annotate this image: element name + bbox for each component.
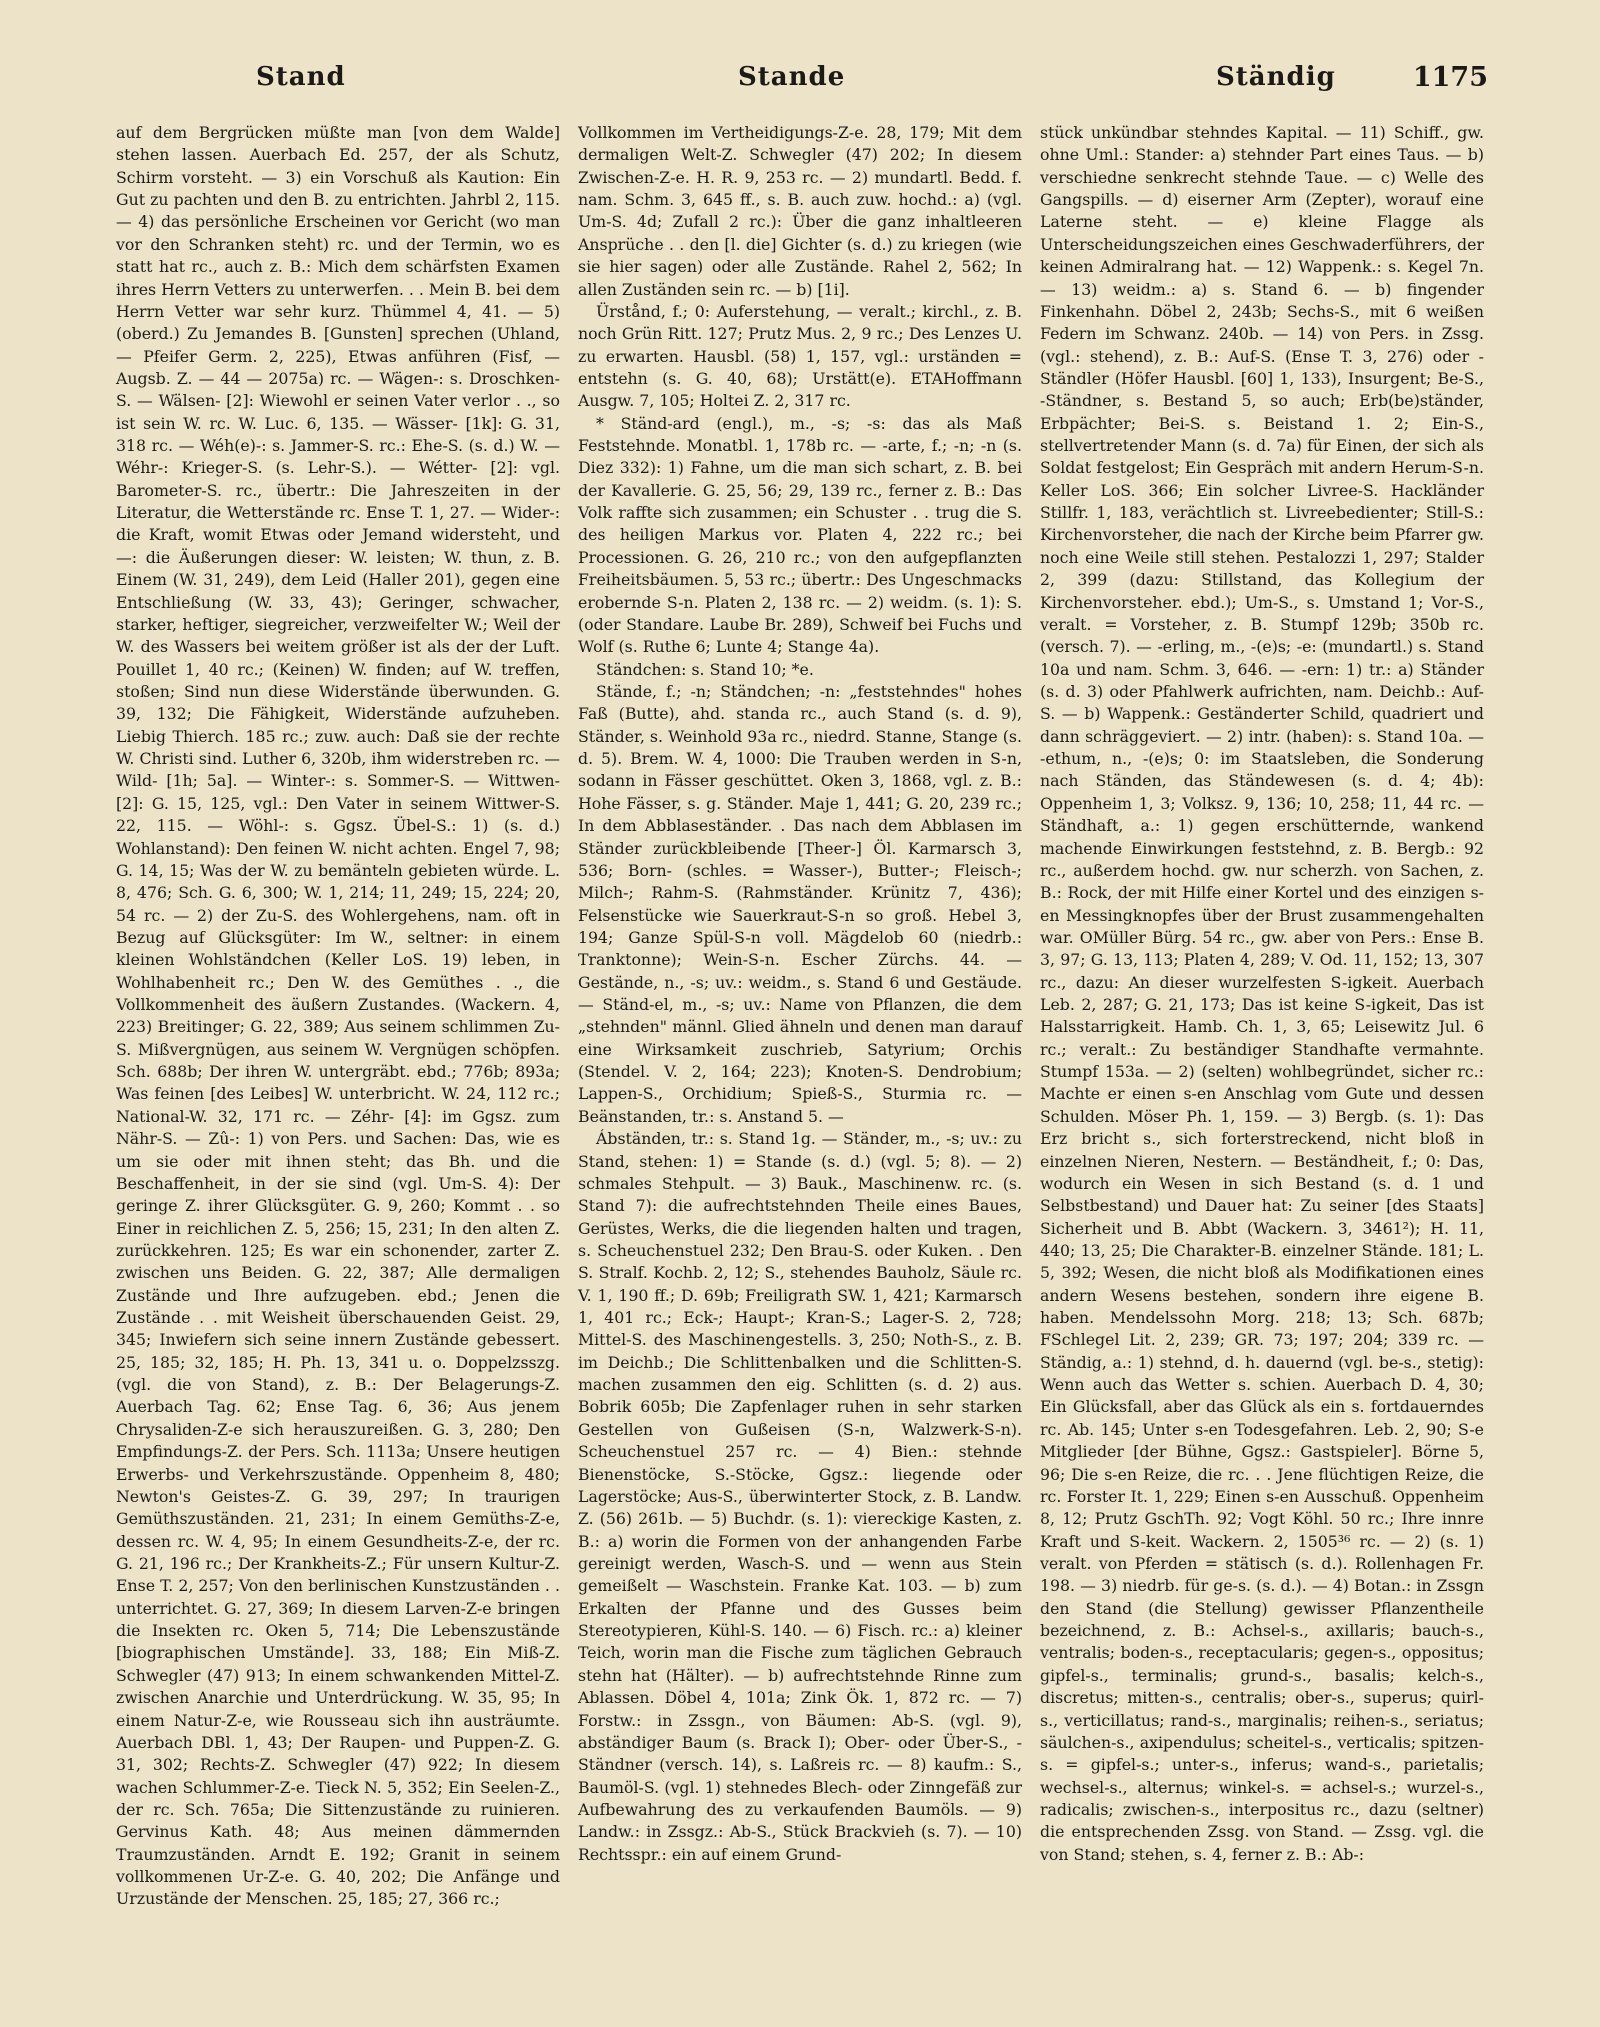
column-paragraph: auf dem Bergrücken müßte man [von dem Walde] stehen lassen. Auerbach Ed. 257, der als Schutz, Schirm vorsteht. — 3) ein Vorschuß als Kaution: Ein Gut zu pachten und den B. zu entrichten. Jahrbl 2, 115. — 4) das persönliche Erscheinen vor Gericht (wo man vor den Schranken steht) rc. und der Termin, wo es statt hat rc., auch z. B.: Mich dem schärfsten Examen ihres Herrn Vetters zu unterwerfen. . . Mein B. bei dem Herrn Vetter war sehr kurz. Thümmel 4, 41. — 5) (oberd.) Zu Jemandes B. [Gunsten] sprechen (Uhland, — Pfeifer Germ. 2, 225), Etwas anführen (Fisf, — Augsb. Z. — 44 — 2075a) rc. — Wägen-: s. Droschken-S. — Wälsen- [2]: Wiewohl er seinen Vater verlor . ., so ist sein W. rc. W. Luc. 6, 135. — Wässer- [1k]: G. 31, 318 rc. — Wéh(e)-: s. Jammer-S. rc.: Ehe-S. (s. d.) W. — Wéhr-: Krieger-S. (s. Lehr-S.). — Wétter- [2]: vgl. Barometer-S. rc., übertr.: Die Jahreszeiten in der Literatur, die Wetterstände rc. Ense T. 1, 27. — Wider-: die Kraft, womit Etwas oder Jemand widersteht, und —: die Äußerungen dieser: W. leisten; W. thun, z. B. Einem (W. 31, 249), dem Leid (Haller 201), gegen eine Entschließung (W. 33, 43); Geringer, schwacher, starker, heftiger, siegreicher, verzweifelter W.; Weil der W. des Wassers bei weitem größer ist als der der Luft. Pouillet 1, 40 rc.; (Keinen) W. finden; auf W. treffen, stoßen; Sind nun diese Widerstände überwunden. G. 39, 132; Die Fähigkeit, Widerstände aufzuheben. Liebig Thierch. 185 rc.; zuw. auch: Daß sie der rechte W. Christi sind. Luther 6, 320b, ihm widerstreben rc. — Wild- [1h; 5a]. — Winter-: s. Sommer-S. — Wittwen- [2]: G. 15, 125, vgl.: Den Vater in seinem Wittwer-S. 22, 115. — Wöhl-: s. Ggsz. Übel-S.: 1) (s. d.) Wohlanstand): Den feinen W. nicht achten. Engel 7, 98; G. 14, 15; Was der W. zu bemänteln gebieten würde. L. 8, 476; Sch. G. 6, 300; W. 1, 214; 11, 249; 15, 224; 20, 54 rc. — 2) der Zu-S. des Wohlergehens, nam. oft in Bezug auf Glücksgüter: Im W., seltner: in einem kleinen Wohlständchen (Keller LoS. 19) leben, in Wohlhabenheit rc.; Den W. des Gemüthes . ., die Vollkommenheit des äußern Zustandes. (Wackern. 4, 223) Breitinger; G. 22, 389; Aus seinem schlimmen Zu-S. Mißvergnügen, aus seinem W. Vergnügen schöpfen. Sch. 688b; Der ihren W. untergräbt. ebd.; 776b; 893a; Was feinen [des Leibes] W. unterbricht. W. 24, 112 rc.; National-W. 32, 171 rc. — Zéhr- [4]: im Ggsz. zum Nähr-S. — Zû-: 1) von Pers. und Sachen: Das, wie es um sie oder mit ihnen steht; das Bh. und die Beschaffenheit, in der sie sind (vgl. Um-S. 4): Der geringe Z. ihrer Glücksgüter. G. 9, 260; Kommt . . so Einer in reichlichen Z. 5, 256; 15, 231; In den alten Z. zurückkehren. 125; Es war ein schonender, zarter Z. zwischen uns Beiden. G. 22, 387; Alle dermaligen Zustände und Ihre aufzugeben. ebd.; Jenen die Zustände . . mit Weisheit überschauenden Geist. 29, 345; Inwiefern sich seine innern Zustände gebessert. 25, 185; 32, 185; H. Ph. 13, 341 u. o. Doppelzsszg. (vgl. die von Stand), z. B.: Der Belagerungs-Z. Auerbach Tag. 62; Ense Tag. 6, 36; Aus jenem Chrysaliden-Z-e sich herauszureißen. G. 3, 280; Den Empfindungs-Z. der Pers. Sch. 1113a; Unsere heutigen Erwerbs- und Verkehrszustände. Oppenheim 8, 480; Newton's Geistes-Z. G. 39, 297; In traurigen Gemüthszuständen. 21, 231; In einem Gemüths-Z-e, dessen rc. W. 4, 95; In einem Gesundheits-Z-e, der rc. G. 21, 196 rc.; Der Krankheits-Z.; Für unsern Kultur-Z. Ense T. 2, 257; Von den berlinischen Kunstzuständen . . unterrichtet. G. 27, 369; In diesem Larven-Z-e bringen die Insekten rc. Oken 5, 714; Die Lebenszustände [biographischen Umstände]. 33, 188; Ein Miß-Z. Schwegler (47) 913; In einem schwankenden Mittel-Z. zwischen Anarchie und Unterdrückung. W. 35, 95; In einem Natur-Z-e, wie Rousseau sich ihn austräumte. Auerbach DBl. 1, 43; Der Raupen- und Puppen-Z. G. 31, 302; Rechts-Z. Schwegler (47) 922; In diesem wachen Schlummer-Z-e. Tieck N. 5, 352; Ein Seelen-Z., der rc. Sch. 765a; Die Sittenzustände zu ruinieren. Gervinus Kath. 48; Aus meinen dämmernden Traumzuständen. Arndt E. 192; Granit in seinem vollkommenen Ur-Z-e. G. 40, 202; Die Anfänge und Urzustände der Menschen. 25, 185; 27, 366 rc.; bbox=[116, 123, 560, 1909]
running-head-center: Stande bbox=[738, 62, 846, 92]
entry-urstand: Ürstånd, f.; 0: Auferstehung, — veralt.; kirchl., z. B. noch Grün Ritt. 127; Prutz Mus. 2, 9 rc.; Des Lenzes U. zu erwarten. Hausbl. (58) 1, 157, vgl.: urständen = entstehn (s. G. 40, 68); Urstätt(e). ETAHoffmann Ausgw. 7, 105; Holtei Z. 2, 317 rc. bbox=[578, 301, 1022, 411]
running-head-right: Ständig bbox=[1216, 62, 1336, 92]
text-column-2 bbox=[578, 122, 1022, 1866]
page-header bbox=[116, 62, 1488, 102]
column-paragraph: stück unkündbar stehndes Kapital. — 11) Schiff., gw. ohne Uml.: Stander: a) stehnder Part eines Taus. — b) verschiedne senkrecht stehnde Taue. — c) Welle des Gangspills. — d) eiserner Arm (Zepter), worauf eine Laterne steht. — e) kleine Flagge als Unterscheidungszeichen eines Geschwaderführers, der keinen Admiralrang hat. — 12) Wappenk.: s. Kegel 7n. — 13) weidm.: a) s. Stand 6. — b) fingender Finkenhahn. Döbel 2, 243b; Sechs-S., mit 6 weißen Federn im Schwanz. 240b. — 14) von Pers. in Zssg. (vgl.: stehend), z. B.: Auf-S. (Ense T. 3, 276) oder -Ständler (Höfer Hausbl. [60] 1, 133), Insurgent; Be-S., -Ständner, s. Bestand 5, so auch; Erb(be)ständer, Erbpächter; Bei-S. s. Beistand 1. 2; Ein-S., stellvertretender Mann (s. d. 7a) für Einen, der sich als Soldat festgelost; Ein Gespräch mit andern Herum-S-n. Keller LoS. 366; Ein solcher Livree-S. Hackländer Stillfr. 1, 183, verächtlich st. Livreebedienter; Still-S.: Kirchenvorsteher, die nach der Kirche beim Pfarrer gw. noch eine Weile still stehen. Pestalozzi 1, 297; Stalder 2, 399 (dazu: Stillstand, das Kollegium der Kirchenvorsteher. ebd.); Um-S., s. Umstand 1; Vor-S., veralt. = Vorsteher, z. B. Stumpf 129b; 350b rc. (versch. 7). — -erling, m., -(e)s; -e: (mundartl.) s. Stand 10a und nam. Schm. 3, 646. — -ern: 1) tr.: a) Ständer (s. d. 3) oder Pfahlwerk aufrichten, nam. Deichb.: Auf-S. — b) Wappenk.: Geständerter Schild, quadriert und dann schräggeviert. — 2) intr. (haben): s. Stand 10a. — -ethum, n., -(e)s; 0: im Staatsleben, die Sonderung nach Ständen, das Ständewesen (s. d. 4; 4b): Oppenheim 1, 3; Volksz. 9, 136; 10, 258; 11, 44 rc. — Ständhaft, a.: 1) gegen erschütternde, wankend machende Einwirkungen feststehnd, z. B. Bergb.: 92 rc., außerdem hochd. gw. nur scherzh. von Sachen, z. B.: Rock, der mit Hilfe einer Kortel und des einzigen s-en Messingknopfes über der Brust zusammengehalten war. OMüller Bürg. 54 rc., gw. aber von Pers.: Ense B. 3, 97; G. 13, 113; Platen 4, 289; V. Od. 11, 152; 13, 307 rc., dazu: An dieser wurzelfesten S-igkeit. Auerbach Leb. 2, 287; G. 21, 173; Das ist keine S-igkeit, Das ist Halsstarrigkeit. Hamb. Ch. 1, 3, 65; Leisewitz Jul. 6 rc.; veralt.: Zu beständiger Standhafte vermahnte. Stumpf 153a. — 2) (selten) wohlbegründet, sicher rc.: Machte er einen s-en Anschlag vom Gute und dessen Schulden. Möser Ph. 1, 159. — 3) Bergb. (s. 1): Das Erz bricht s., sich forterstreckend, nicht bloß in einzelnen Nieren, Nestern. — Beständheit, f.; 0: Das, wodurch ein Wesen in sich Bestand (s. d. 1 und Selbstbestand) und Dauer hat: Zu seiner [des Staats] Sicherheit und B. Abbt (Wackern. 3, 3461²); H. 11, 440; 13, 25; Die Charakter-B. einzelner Stände. 181; L. 5, 392; Wesen, die nicht bloß als Modifikationen eines andern Wesens bestehen, sondern ihre eigene B. haben. Mendelssohn Morg. 218; 13; Sch. 687b; FSchlegel Lit. 2, 239; GR. 73; 197; 204; 339 rc. — Ständig, a.: 1) stehnd, d. h. dauernd (vgl. be-s., stetig): Wenn auch das Wetter s. schien. Auerbach D. 4, 30; Ein Glücksfall, aber das Glück als ein s. fortdauerndes rc. Ab. 145; Unter s-en Todesgefahren. Leb. 2, 90; S-e Mitglieder [der Bühne, Ggsz.: Gastspieler]. Börne 5, 96; Die s-en Reize, die rc. . . Jene flüchtigen Reize, die rc. Forster It. 1, 229; Einen s-en Ausschuß. Oppenheim 8, 12; Prutz GschTh. 92; Vogt Köhl. 50 rc.; Ihre innre Kraft und S-keit. Wackern. 2, 1505³⁶ rc. — 2) (s. 1) veralt. von Pferden = stätisch (s. d.). Rollenhagen Fr. 198. — 3) niedrb. für ge-s. (s. d.). — 4) Botan.: in Zssgn den Stand (die Stellung) gewisser Pflanzentheile bezeichnend, z. B.: Achsel-s., axillaris; bauch-s., ventralis; boden-s., receptacularis; gegen-s., oppositus; gipfel-s., terminalis; grund-s., basalis; kelch-s., discretus; mitten-s., centralis; ober-s., superus; quirl-s., verticillatus; rand-s., marginalis; reihen-s., seriatus; säulchen-s., axipendulus; scheitel-s., verticalis; spitzen-s. = gipfel-s.; unter-s., inferus; wand-s., parietalis; wechsel-s., alternus; winkel-s. = achsel-s.; wurzel-s., radicalis; zwischen-s., interpositus rc., dazu (seltner) die entsprechenden Zssg. von Stand. — Zssg. vgl. die von Stand; stehen, s. 4, ferner z. B.: Ab-: bbox=[1040, 123, 1485, 1864]
entry-standard: * Ständ-ard (engl.), m., -s; -s: das als Maß Feststehnde. Monatbl. 1, 178b rc. — -arte, f.; -n; -n (s. Diez 332): 1) Fahne, um die man sich schart, z. B. bei der Kavallerie. G. 25, 56; 29, 139 rc., ferner z. B.: Das Volk raffte sich zusammen; ein Schuster . . trug die S. des heiligen Markus vor. Platen 4, 222 rc.; bei Processionen. G. 26, 210 rc.; von den aufgepflanzten Freiheitsbäumen. 5, 53 rc.; übertr.: Des Ungeschmacks erobernde S-n. Platen 2, 138 rc. — 2) weidm. (s. 1): S. (oder Standare. Laube Br. 289), Schweif bei Fuchs und Wolf (s. Ruthe 6; Lunte 4; Stange 4a). bbox=[578, 413, 1022, 657]
text-column-1 bbox=[116, 122, 560, 1911]
entry-staendchen: Ständchen: s. Stand 10; *e. bbox=[596, 659, 814, 679]
page-number: 1175 bbox=[1412, 62, 1488, 93]
column-paragraph: Vollkommen im Vertheidigungs-Z-e. 28, 179; Mit dem dermaligen Welt-Z. Schwegler (47) 202; In diesem Zwischen-Z-e. H. R. 9, 253 rc. — 2) mundartl. Bedd. f. nam. Schm. 3, 645 ff., s. B. auch zuw. hochd.: a) (vgl. Um-S. 4d; Zufall 2 rc.): Über die ganz inhaltleeren Ansprüche . . den [l. die] Gichter (s. d.) zu kriegen (wie sie hier sagen) oder alle Zustände. Rahel 2, 562; In allen Zuständen sein rc. — b) [1i]. bbox=[578, 123, 1022, 299]
entry-staende: Stände, f.; -n; Ständchen; -n: „feststehndes" hohes Faß (Butte), ahd. standa rc., auch Stand (s. d. 9), Ständer, s. Weinhold 93a rc., niedrd. Stanne, Stange (s. d. 5). Brem. W. 4, 1000: Die Trauben werden in S-n, sodann in Fässer geschüttet. Oken 3, 1868, vgl. z. B.: Hohe Fässer, s. g. Ständer. Maje 1, 441; G. 20, 239 rc.; In dem Abblaseständer. . Das nach dem Abblasen im Ständer zurückbleibende [Theer-] Öl. Karmarsch 3, 536; Born- (schles. = Wasser-), Butter-; Fleisch-; Milch-; Rahm-S. (Rahmständer. Krünitz 7, 436); Felsenstücke wie Sauerkraut-S-n so groß. Hebel 3, 194; Ganze Spül-S-n voll. Mägdelob 60 (niedrb.: Tranktonne); Wein-S-n. Escher Zürchs. 44. — Gestände, n., -s; uv.: weidm., s. Stand 6 und Gestäude. — Ständ-el, m., -s; uv.: Name von Pflanzen, die dem „stehnden" männl. Glied ähneln und denen man darauf eine Wirksamkeit zuschrieb, Satyrium; Orchis (Stendel. V. 2, 164; 223); Knoten-S. Dendrobium; Lappen-S., Orchidium; Spieß-S., Sturmia rc. — Beänstanden, tr.: s. Anstand 5. — bbox=[578, 681, 1022, 1126]
entry-abstaenden: Ábständen, tr.: s. Stand 1g. — Ständer, m., -s; uv.: zu Stand, stehen: 1) = Stande (s. d.) (vgl. 5; 8). — 2) schmales Stehpult. — 3) Bauk., Maschinenw. rc. (s. Stand 7): die aufrechtstehnden Theile eines Baues, Gerüstes, Werks, die die liegenden halten und tragen, s. Scheuchenstuel 232; Den Brau-S. oder Kuken. . Den S. Stralf. Kochb. 2, 12; S., stehendes Bauholz, Säule rc. V. 1, 190 ff.; D. 69b; Freiligrath SW. 1, 421; Karmarsch 1, 401 rc.; Eck-; Haupt-; Kran-S.; Lager-S. 2, 728; Mittel-S. des Maschinengestells. 3, 250; Noth-S., z. B. im Deichb.; Die Schlittenbalken und die Schlitten-S. machen zusammen den eig. Schlitten (s. d. 2) aus. Bobrik 605b; Die Zapfenlager ruhen in sehr starken Gestellen von Gußeisen (S-n, Walzwerk-S-n). Scheuchenstuel 257 rc. — 4) Bien.: stehnde Bienenstöcke, S.-Stöcke, Ggsz.: liegende oder Lagerstöcke; Aus-S., überwinterter Stock, z. B. Landw. Z. (56) 261b. — 5) Buchdr. (s. 1): viereckige Kasten, z. B.: a) worin die Formen von der anhangenden Farbe gereinigt werden, Wasch-S. und — wenn aus Stein gemeißelt — Waschstein. Franke Kat. 103. — b) zum Erkalten der Pfanne und des Gusses beim Stereotypieren, Kühl-S. 140. — 6) Fisch. rc.: a) kleiner Teich, worin man die Fische zum täglichen Gebrauch stehn hat (Hälter). — b) aufrechtstehnde Rinne zum Ablassen. Döbel 4, 101a; Zink Ök. 1, 872 rc. — 7) Forstw.: in Zssgn., von Bäumen: Ab-S. (vgl. 9), abständiger Baum (s. Brack I); Ober- oder Über-S., -Ständner (versch. 14), s. Laßreis rc. — 8) kaufm.: S., Baumöl-S. (vgl. 1) stehnedes Blech- oder Zinngefäß zur Aufbewahrung des zu verkaufenden Baumöls. — 9) Landw.: in Zssgz.: Ab-S., Stück Brackvieh (s. 7). — 10) Rechtsspr.: ein auf einem Grund- bbox=[578, 1129, 1022, 1864]
running-head-left: Stand bbox=[256, 62, 346, 92]
text-column-3 bbox=[1040, 122, 1484, 1866]
